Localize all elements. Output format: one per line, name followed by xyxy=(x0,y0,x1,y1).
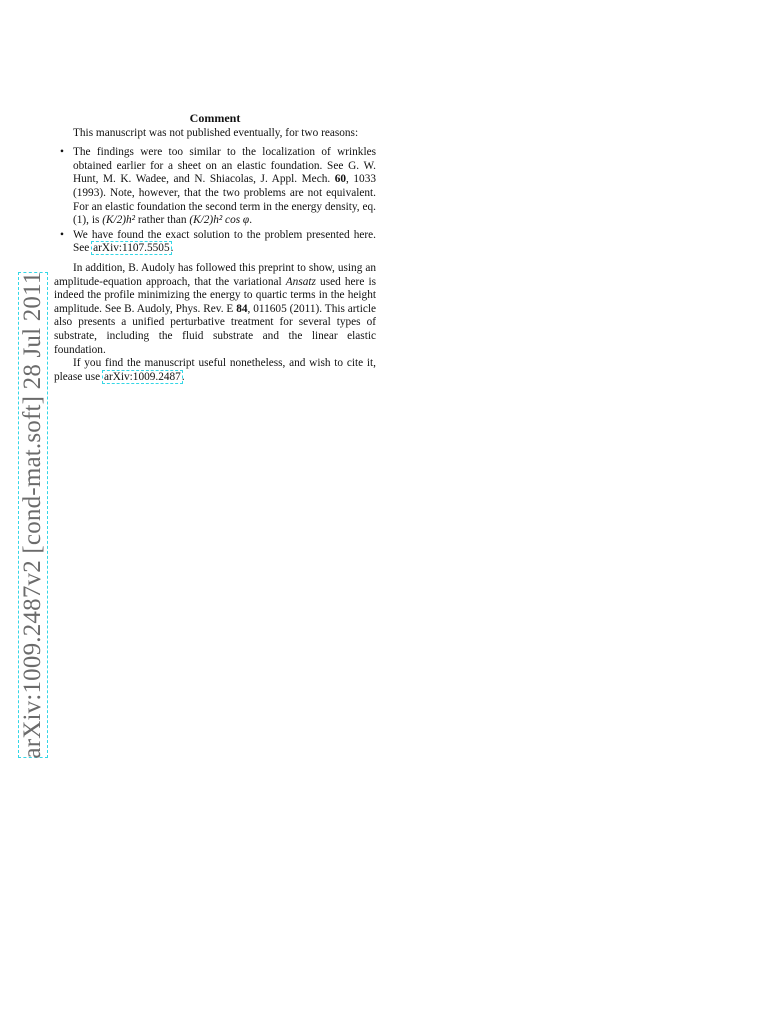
arxiv-stamp[interactable] xyxy=(18,272,48,758)
para2-text-b: . xyxy=(181,370,185,383)
para1-text-b: used here is indeed the profile minimizing the energy to quartic terms in the height amplitude. See B. Audoly, Phys. Rev. E xyxy=(54,275,377,315)
list-item-reason-1 xyxy=(60,146,376,228)
reason2-text-a: We have found the exact solution to the problem presented here. See xyxy=(73,228,376,255)
reason1-volume: 60 xyxy=(334,173,347,186)
arxiv-stamp-text: arXiv:1009.2487v2 [cond-mat.soft] 28 Jul 2011 xyxy=(19,271,46,759)
para1-volume: 84 xyxy=(236,302,248,315)
bullet-icon: • xyxy=(60,146,64,159)
reason1-math-b: (K/2)h² cos φ xyxy=(189,214,250,227)
comment-section xyxy=(54,112,376,384)
reasons-list xyxy=(54,146,376,256)
bullet-icon: • xyxy=(60,228,64,241)
reason1-text-a: The findings were too similar to the localization of wrinkles obtained earlier for a sheet on an elastic foundation. See G. W. Hunt, M. K. Wadee, and N. Shiacolas, J. Appl. Mech. xyxy=(73,146,376,186)
para2-text-a: If you find the manuscript useful nonetheless, and wish to cite it, please use xyxy=(54,357,376,383)
reason1-text-d: . xyxy=(249,214,253,227)
reason1-math-a: (K/2)h² xyxy=(102,214,136,227)
ansatz-term: Ansatz xyxy=(285,275,316,288)
para1-text-c: , 011605 (2011). This article also presents a unified perturbative treatment for several types of substrate, including the fluid substrate and the linear elastic foundation. xyxy=(54,302,376,356)
reason2-text-b: . xyxy=(170,242,174,255)
list-item-reason-2 xyxy=(60,228,376,256)
citation-paragraph xyxy=(54,357,376,384)
intro-paragraph xyxy=(54,127,376,141)
arxiv-link-1107-5505[interactable]: arXiv:1107.5505 xyxy=(93,242,170,255)
reason1-text-b: , 1033 (1993). Note, however, that the two problems are not equivalent. For an elastic foundation the second term in the energy density, eq. (1), is xyxy=(73,173,376,227)
arxiv-link-1009-2487[interactable]: arXiv:1009.2487 xyxy=(103,370,181,383)
intro-text: This manuscript was not published eventually, for two reasons: xyxy=(73,126,359,139)
para1-text-a: In addition, B. Audoly has followed this preprint to show, using an amplitude-equation approach, that the variational xyxy=(54,261,376,288)
audoly-paragraph xyxy=(54,262,376,357)
reason1-text-c: rather than xyxy=(135,214,190,227)
comment-heading: Comment xyxy=(189,111,241,125)
